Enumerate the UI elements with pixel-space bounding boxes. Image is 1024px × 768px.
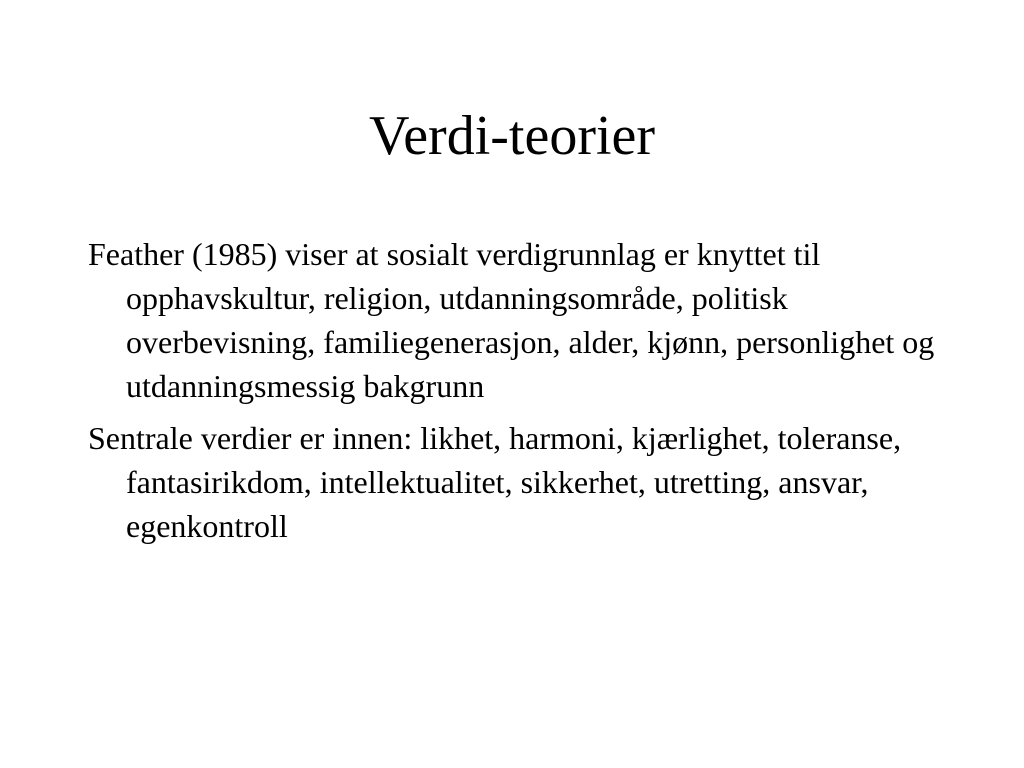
paragraph-sentrale-verdier: Sentrale verdier er innen: likhet, harmoni, kjærlighet, toleranse, fantasirikdom, intellektualitet, sikkerhet, utretting, ansvar, egenkontroll	[88, 420, 902, 544]
paragraph-feather: Feather (1985) viser at sosialt verdigrunnlag er knyttet til opphavskultur, religion, utdanningsområde, politisk overbevisning, familiegenerasjon, alder, kjønn, personlighet og utdanningsmessig bakgrunn	[88, 236, 935, 404]
slide-title: Verdi-teorier	[368, 105, 656, 167]
slide-body	[88, 232, 948, 556]
